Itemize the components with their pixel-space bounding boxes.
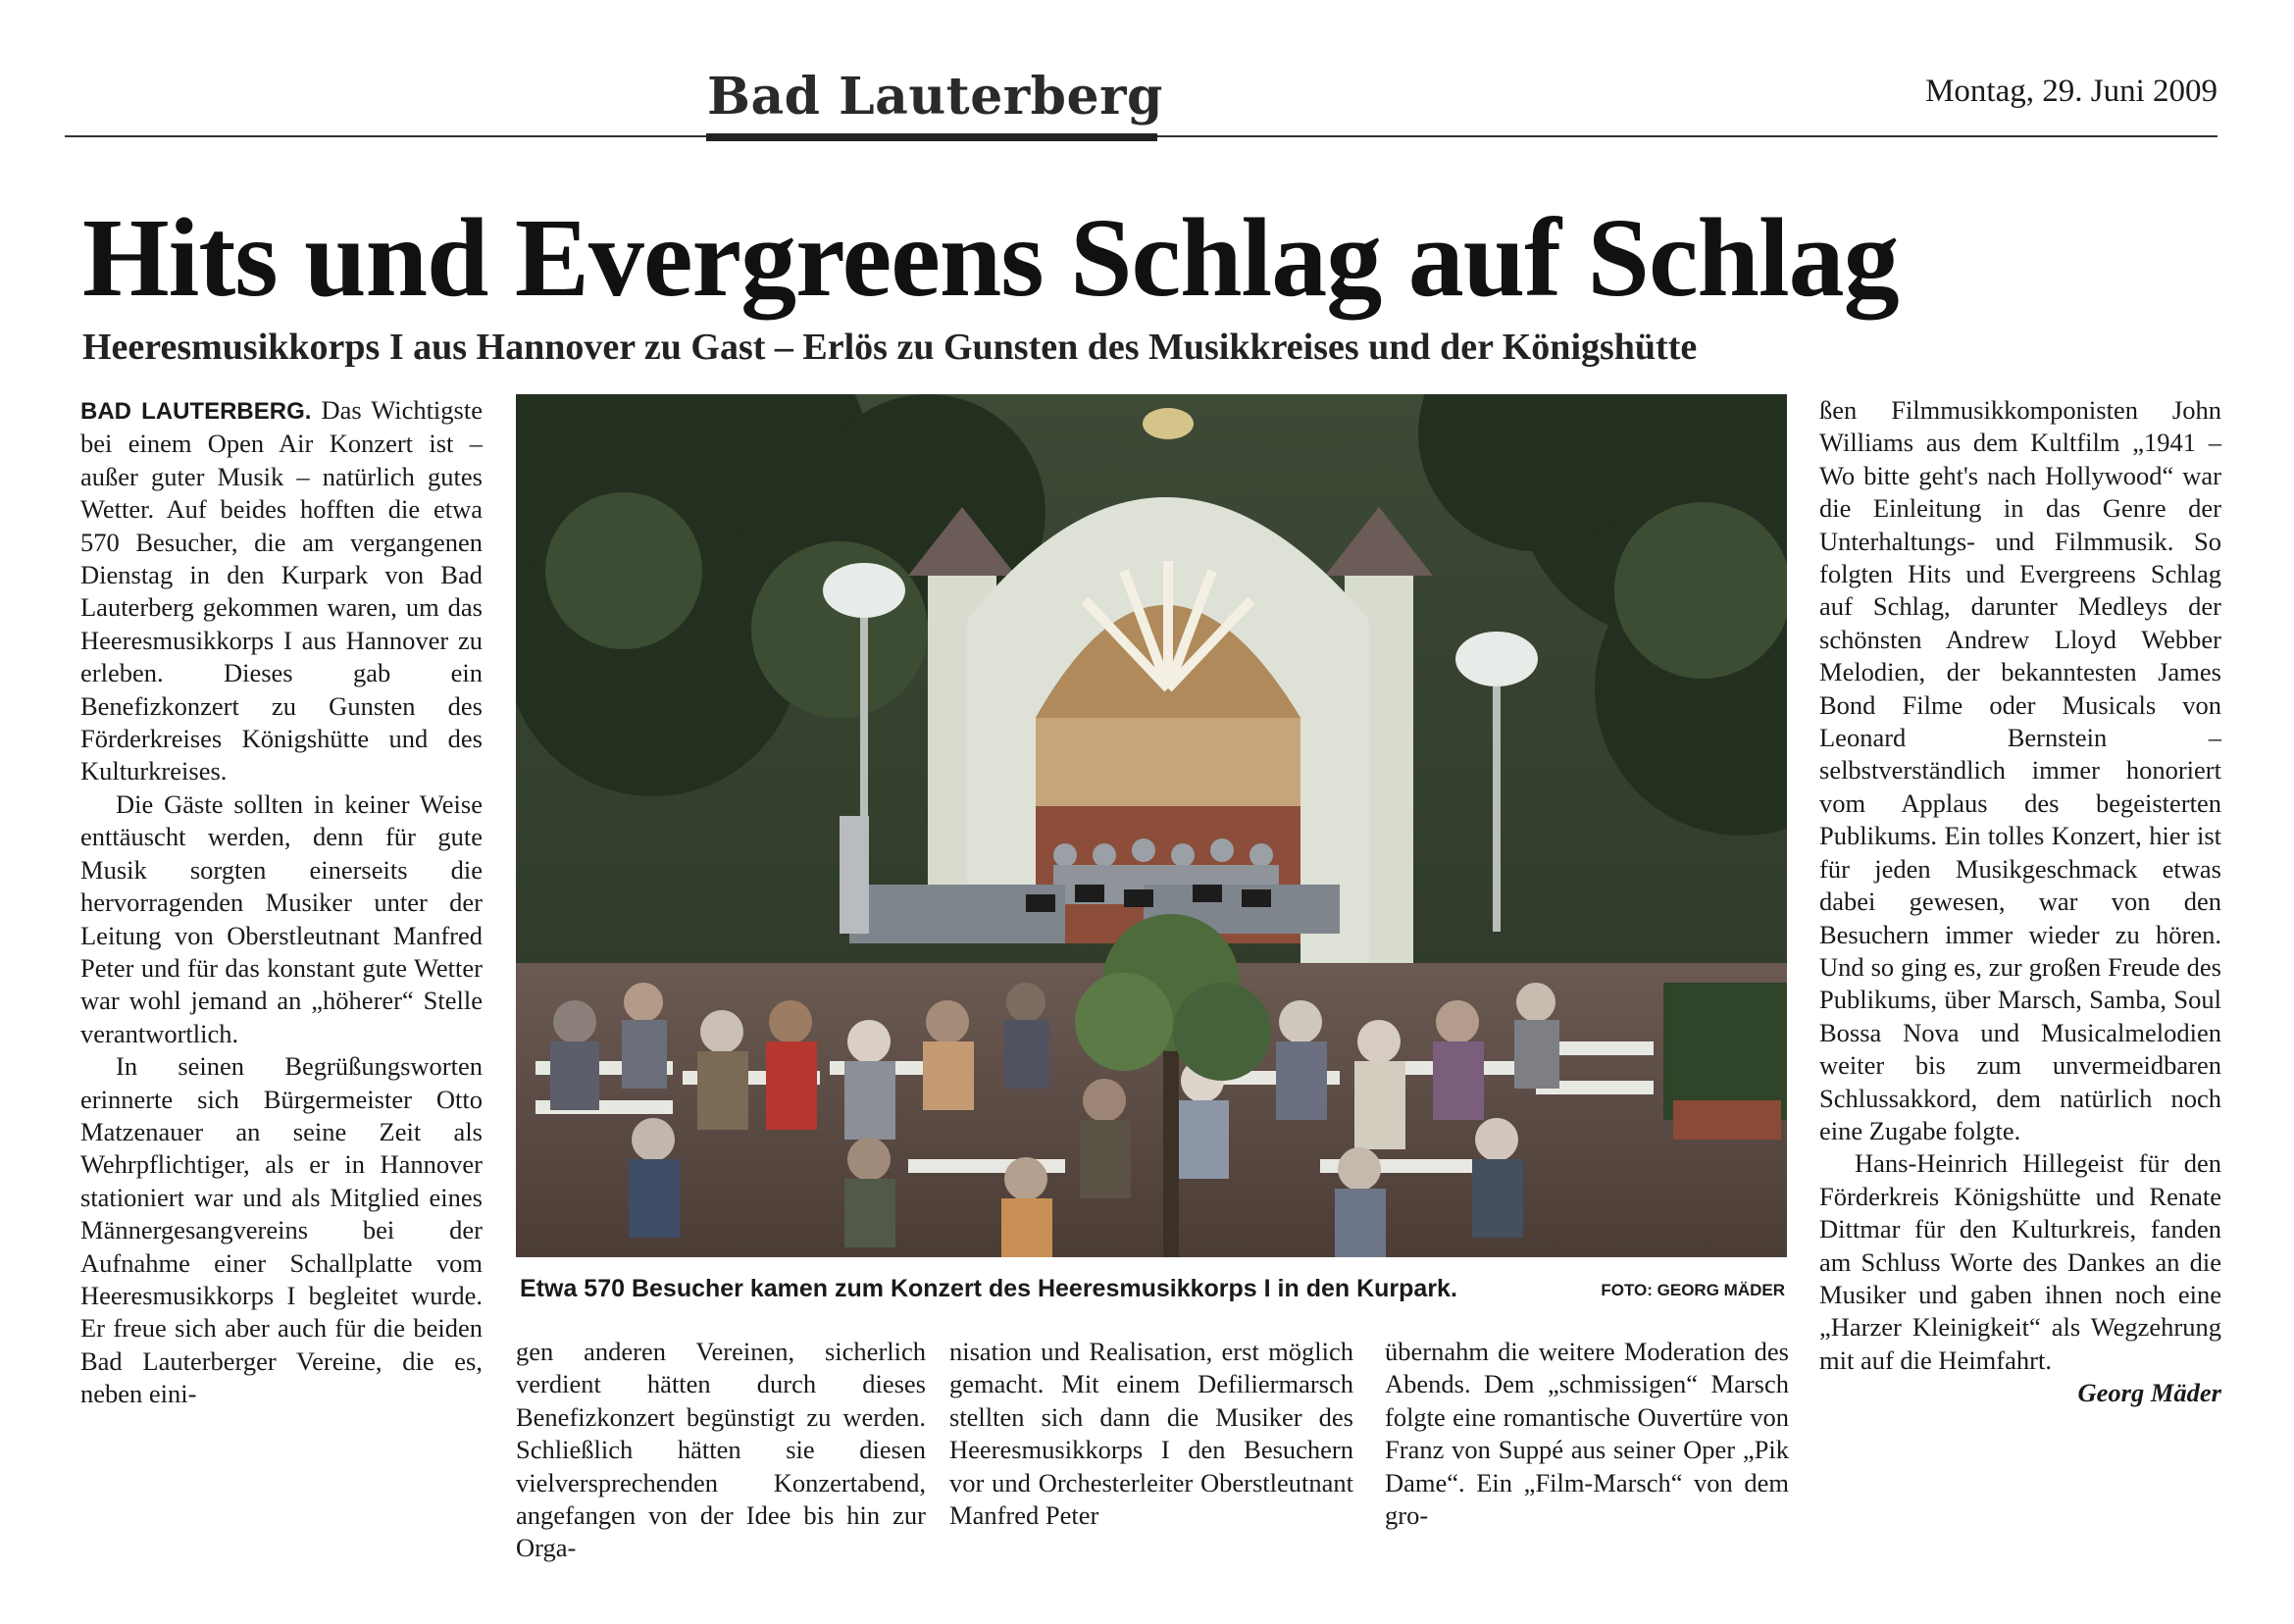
photo-credit: FOTO: GEORG MÄDER	[1601, 1281, 1785, 1299]
paragraph: übernahm die weitere Moderation des Abends. Dem „schmissigen“ Marsch folgte eine romantische Ouvertüre von Franz von Suppé aus seiner Oper „Pik Dame“. Ein „Film-Marsch“ von dem gro-	[1385, 1337, 1789, 1531]
photo-caption	[520, 1275, 1785, 1303]
concert-photo	[516, 394, 1787, 1257]
paragraph-text: Das Wichtigste bei einem Open Air Konzert ist – außer guter Musik – natürlich gutes Wetter. Auf beides hofften die etwa 570 Besucher, die am vergangenen Dienstag in den Kurpark von Bad Lauterberg gekommen waren, um das Heeresmusikkorps I aus Hannover zu erleben. Dieses gab ein Benefizkonzert zu Gunsten des Förderkreises Königshütte und des Kulturkreises.	[80, 395, 483, 787]
paragraph: gen anderen Vereinen, sicherlich verdient hätten durch dieses Benefizkonzert begünstigt zu werden. Schließlich hätten sie diesen vielversprechenden Konzertabend, angefangen von der Idee bis hin zur Orga-	[516, 1337, 926, 1563]
article-column-4	[1385, 1336, 1789, 1532]
paragraph: In seinen Begrüßungsworten erinnerte sich Bürgermeister Otto Matzenauer an seine Zeit als Wehrpflichtiger, als er in Hannover stationiert war und als Mitglied eines Männergesangvereins bei der Aufnahme einer Schallplatte vom Heeresmusikkorps I begleitet wurde. Er freue sich aber auch für die beiden Bad Lauterberger Vereine, die es, neben eini-	[80, 1051, 483, 1409]
dateline: BAD LAUTERBERG.	[80, 398, 312, 425]
paragraph	[80, 394, 483, 788]
caption-text: Etwa 570 Besucher kamen zum Konzert des Heeresmusikkorps I in den Kurpark.	[520, 1275, 1457, 1302]
paragraph-text: Hans-Heinrich Hillegeist für den Förderkreis Königshütte und Renate Dittmar für den Kulturkreis, fanden am Schluss Worte des Dankes an die Musiker und gaben ihnen noch eine „Harzer Kleinigkeit“ als Wegzehrung mit auf die Heimfahrt.	[1819, 1148, 2221, 1375]
article-column-2	[516, 1336, 926, 1565]
article-column-3	[949, 1336, 1353, 1532]
section-title: Bad Lauterberg	[707, 67, 1163, 127]
article-column-1	[80, 394, 483, 1411]
headline: Hits und Evergreens Schlag auf Schlag	[82, 195, 1899, 320]
paragraph	[1819, 1147, 2221, 1408]
paragraph: Die Gäste sollten in keiner Weise enttäuscht werden, denn für gute Musik sorgten einerseits die hervorragenden Musiker unter der Leitung von Oberstleutnant Manfred Peter und für das konstant gute Wetter war wohl jemand an „höherer“ Stelle verantwortlich.	[80, 788, 483, 1048]
section-underline	[706, 133, 1157, 141]
paragraph: ßen Filmmusikkomponisten John Williams aus dem Kultfilm „1941 – Wo bitte geht's nach Hollywood“ war die Einleitung in das Genre der Unterhaltungs- und Filmmusik. So folgten Hits und Evergreens Schlag auf Schlag, darunter Medleys der schönsten Andrew Lloyd Webber Melodien, der bekanntesten James Bond Filme oder Musicals von Leonard Bernstein – selbstverständlich immer honoriert vom Applaus des begeisterten Publikums. Ein tolles Konzert, hier ist für jeden Musikgeschmack etwas dabei gewesen, war von den Besuchern immer wieder zu hören. Und so ging es, zur großen Freude des Publikums, über Marsch, Samba, Soul Bossa Nova und Musicalmelodien weiter bis zum unvermeidbaren Schlussakkord, dem natürlich noch eine Zugabe folgte.	[1819, 395, 2221, 1145]
author-byline: Georg Mäder	[2077, 1378, 2221, 1408]
article-column-5	[1819, 394, 2221, 1410]
issue-date: Montag, 29. Juni 2009	[1925, 74, 2218, 109]
subheadline: Heeresmusikkorps I aus Hannover zu Gast – Erlös zu Gunsten des Musikkreises und der Königshütte	[82, 327, 1698, 368]
paragraph: nisation und Realisation, erst möglich gemacht. Mit einem Defiliermarsch stellten sich dann die Musiker des Heeresmusikkorps I den Besuchern vor und Orchesterleiter Oberstleutnant Manfred Peter	[949, 1337, 1353, 1531]
